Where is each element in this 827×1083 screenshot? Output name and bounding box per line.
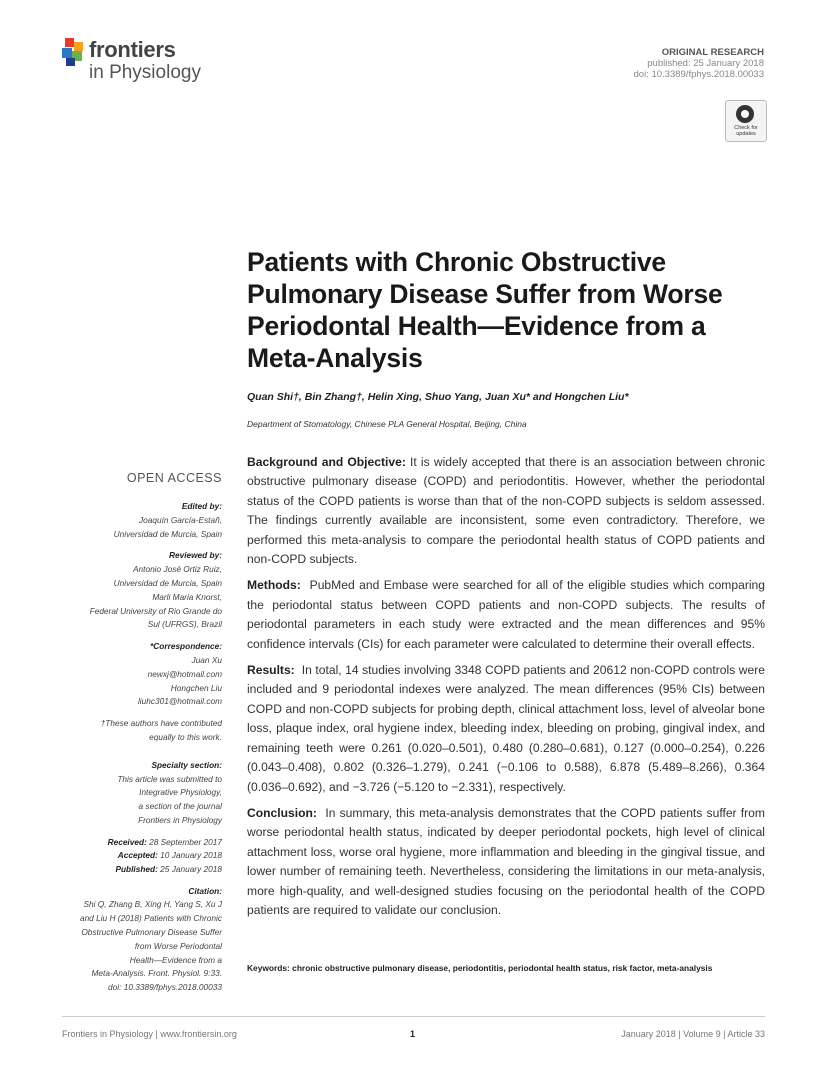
doi[interactable]: doi: 10.3389/fphys.2018.00033 [633,69,764,80]
specialty-line: This article was submitted to [117,773,222,784]
methods-label: Methods: [247,578,301,593]
footer-journal-link[interactable]: Frontiers in Physiology | www.frontiersin.org [62,1029,237,1039]
equal-contribution-note [56,717,222,745]
citation-line: and Liu H (2018) Patients with Chronic [79,913,222,924]
conclusion-label: Conclusion: [247,805,317,820]
background-text: It is widely accepted that there is an association between chronic obstructive pulmonary disease (COPD) and periodontitis. However, whether the periodontal status of the COPD patients is worse than that of the non-COPD subjects is seldom assessed. The findings currently available are inconsistent, some even contradictory. Therefore, we performed this meta-analysis to compare the periodontal health status of COPD patients and non-COPD subjects. [247,455,765,567]
citation-line: Meta-Analysis. Front. Physiol. 9:33. [91,968,222,979]
citation-label: Citation: [188,885,222,896]
frontiers-logo-icon [62,38,88,66]
results-text: In total, 14 studies involving 3348 COPD patients and 20612 non-COPD controls were included and 9 periodontal indexes were analyzed. The mean differences (95% CIs) between COPD and non-COPD subjects for probing depth, clinical attachment loss, level of alveolar bone loss, plaque index, oral hygiene index, bleeding index, bleeding on probing, gingival index, and remaining teeth were 0.261 (0.020–0.501), 0.480 (0.280–0.681), 0.127 (0.000–0.254), 0.226 (0.043–0.408), 0.802 (0.326–1.279), 0.241 (−0.106 to 0.588), 6.878 (5.489–8.266), 0.364 (0.036–0.692), and −3.726 (−5.120 to −2.331), respectively. [247,663,765,794]
note-line: †These authors have contributed [100,718,222,729]
correspondence-section [56,640,222,709]
citation-line: Obstructive Pulmonary Disease Suffer [81,926,222,937]
correspondent-email[interactable]: newxj@hotmail.com [147,668,222,679]
reviewer-line: Sul (UFRGS), Brazil [147,619,222,630]
editor-line: Universidad de Murcia, Spain [113,528,222,539]
conclusion-text: In summary, this meta-analysis demonstrates that the COPD patients suffer from worse periodontal health status, indicated by deeper periodontal pockets, high level of clinical attachment loss, worse oral hygiene, more inflammation and bleeding in the gingival tissue, and lower number of remaining teeth. Nevertheless, considering the limitations in our meta-analysis, more high-quality, and well-designed studies focusing on the periodontal health of the COPD patients are required to validate our conclusion. [247,805,765,917]
citation-line: doi: 10.3389/fphys.2018.00033 [108,982,222,993]
abstract-results [247,661,765,797]
correspondent-name: Hongchen Liu [170,682,222,693]
citation-line: Shi Q, Zhang B, Xing H, Yang S, Xu J [83,899,222,910]
results-label: Results: [247,663,295,678]
abstract-background [247,453,765,569]
reviewer-line: Federal University of Rio Grande do [89,605,222,616]
abstract-methods [247,576,765,654]
check-updates-label: Check for updates [734,125,758,137]
accepted-date [56,849,222,863]
abstract [247,453,765,927]
affiliation: Department of Stomatology, Chinese PLA General Hospital, Beijing, China [247,419,527,429]
keywords-label: Keywords: [247,963,290,973]
specialty-section [56,759,222,828]
received-value: 28 September 2017 [149,836,222,847]
specialty-label: Specialty section: [151,759,222,770]
article-type: ORIGINAL RESEARCH [661,47,764,58]
reviewed-by-label: Reviewed by: [168,550,222,561]
published-date: published: 25 January 2018 [647,58,764,69]
received-label: Received: [107,836,147,847]
reviewer-line: Marli Maria Knorst, [152,591,222,602]
article-info-sidebar [56,470,222,1003]
specialty-line: a section of the journal [138,801,222,812]
accepted-value: 10 January 2018 [160,850,222,861]
specialty-line: Frontiers in Physiology [138,814,222,825]
citation-line: Health—Evidence from a [129,954,222,965]
specialty-line: Integrative Physiology, [139,787,222,798]
published-date-sidebar [56,863,222,877]
article-meta-header [634,47,764,80]
logo-wordmark: frontiers [89,37,176,62]
received-date [56,836,222,850]
logo-journal-name: in Physiology [89,62,201,83]
keywords [247,962,765,975]
abstract-conclusion [247,804,765,920]
note-line: equally to this work. [149,731,222,742]
author-list: Quan Shi†, Bin Zhang†, Helin Xing, Shuo Yang, Juan Xu* and Hongchen Liu* [247,391,629,403]
check-for-updates-badge[interactable] [725,100,767,142]
published-value: 25 January 2018 [160,863,222,874]
editor-line: Joaquín García-Estañ, [138,514,222,525]
footer-divider [62,1016,765,1017]
citation-line: from Worse Periodontal [134,940,222,951]
reviewer-line: Antonio José Ortiz Ruiz, [133,564,222,575]
page-number: 1 [410,1029,416,1039]
reviewer-line: Universidad de Murcia, Spain [113,577,222,588]
footer-issue-info: January 2018 | Volume 9 | Article 33 [621,1029,765,1039]
correspondence-label: *Correspondence: [150,641,222,652]
open-access-label: OPEN ACCESS [126,471,222,485]
methods-text: PubMed and Embase were searched for all of the eligible studies which comparing the periodontal status between COPD patients and non-COPD subjects. The results of periodontal parameters in each study were extracted and the mean differences and 95% confidence intervals (CIs) for each parameter were calculated to determine their overall effects. [247,578,765,651]
keywords-text: chronic obstructive pulmonary disease, periodontitis, periodontal health status, risk factor, meta-analysis [292,963,713,973]
citation-section [56,885,222,995]
article-title: Patients with Chronic Obstructive Pulmonary Disease Suffer from Worse Periodontal Health—Evidence from a Meta-Analysis [247,247,723,373]
dates-section [56,836,222,877]
bookmark-icon [736,105,754,123]
accepted-label: Accepted: [117,850,158,861]
background-label: Background and Objective: [247,455,406,469]
correspondent-email[interactable]: liuhc301@hotmail.com [137,696,222,707]
published-label: Published: [115,863,158,874]
edited-by-section [56,500,222,541]
correspondent-name: Juan Xu [191,654,222,665]
edited-by-label: Edited by: [181,501,222,511]
journal-logo[interactable] [62,36,222,86]
reviewed-by-section [56,549,222,632]
